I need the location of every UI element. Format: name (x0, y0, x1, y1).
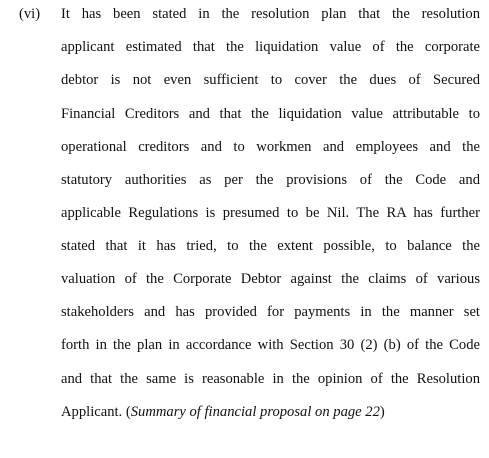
paragraph-line: operational creditors and to workmen and employees and the (61, 139, 480, 155)
paragraph-line: statutory authorities as per the provisions of the Code and (61, 172, 480, 188)
paragraph-line: stakeholders and has provided for payments in the manner set (61, 304, 480, 320)
last-line-prefix: Applicant. ( (61, 404, 131, 420)
clause-number: (vi) (19, 6, 41, 22)
paragraph-line: stated that it has tried, to the extent possible, to balance the (61, 238, 480, 254)
paragraph-line: debtor is not even sufficient to cover the dues of Secured (61, 72, 480, 88)
paragraph-line: forth in the plan in accordance with Section 30 (2) (b) of the Code (61, 337, 480, 353)
paragraph-last-line (61, 402, 480, 422)
paragraph-line: and that the same is reasonable in the opinion of the Resolution (61, 371, 480, 387)
paragraph-line: applicant estimated that the liquidation value of the corporate (61, 39, 480, 55)
financial-proposal-reference: Summary of financial proposal on page 22 (130, 404, 380, 420)
paragraph-line: applicable Regulations is presumed to be Nil. The RA has further (61, 205, 480, 221)
paragraph-line: It has been stated in the resolution plan that the resolution (61, 6, 480, 22)
paragraph-line: Financial Creditors and that the liquidation value attributable to (61, 106, 480, 122)
paragraph-line: valuation of the Corporate Debtor against the claims of various (61, 271, 480, 287)
last-line-suffix: ) (379, 404, 385, 420)
